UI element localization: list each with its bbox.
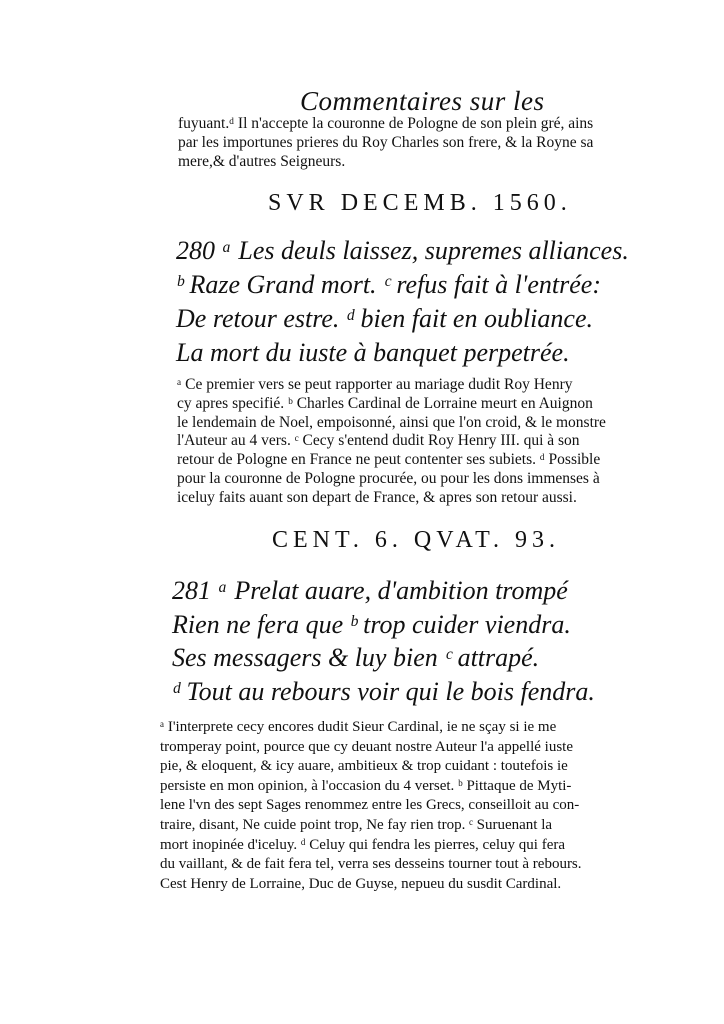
intro-line: mere,& d'autres Seigneurs. xyxy=(178,152,346,170)
verse-line: Rien ne fera que ᵇ trop cuider viendra. xyxy=(172,609,571,639)
section-heading-decemb-1560: SVR DECEMB. 1560. xyxy=(268,190,572,216)
commentary-line: pour la couronne de Pologne procurée, ou pour les dons immenses à xyxy=(177,469,600,487)
section-heading-cent-6-quat-93: CENT. 6. QVAT. 93. xyxy=(272,527,560,553)
verse-line: ᵈ Tout au rebours voir qui le bois fendra. xyxy=(172,676,595,706)
verse-line: 280 ᵃ Les deuls laissez, supremes alliances. xyxy=(176,236,629,265)
intro-line: par les importunes prieres du Roy Charles son frere, & la Royne sa xyxy=(178,133,594,151)
commentary-line: retour de Pologne en France ne peut contenter ses subiets. ᵈ Possible xyxy=(177,451,601,469)
verse-line: ᵇ Raze Grand mort. ᶜ refus fait à l'entrée: xyxy=(176,270,601,299)
commentary-line: cy apres specifié. ᵇ Charles Cardinal de Lorraine meurt en Auignon xyxy=(177,394,593,412)
commentary-line: l'Auteur au 4 vers. ᶜ Cecy s'entend dudit Roy Henry III. qui à son xyxy=(177,432,580,450)
commentary-line: ᵃ Ce premier vers se peut rapporter au mariage dudit Roy Henry xyxy=(177,376,573,393)
commentary-280 xyxy=(177,376,606,508)
running-head: Commentaires sur les xyxy=(300,86,545,116)
verse-line: Ses messagers & luy bien ᶜ attrapé. xyxy=(172,643,540,672)
intro-line: fuyuant.ᵈ Il n'accepte la couronne de Pologne de son plein gré, ains xyxy=(178,115,594,132)
commentary-line: persiste en mon opinion, à l'occasion du 4 verset. ᵇ Pittaque de Myti- xyxy=(160,777,572,794)
commentary-line: iceluy faits auant son depart de France, & apres son retour aussi. xyxy=(177,488,577,506)
commentary-line: Cest Henry de Lorraine, Duc de Guyse, nepueu du susdit Cardinal. xyxy=(160,875,562,892)
commentary-line: ᵃ I'interprete cecy encores dudit Sieur Cardinal, ie ne sçay si ie me xyxy=(160,719,557,735)
commentary-line: traire, disant, Ne cuide point trop, Ne fay rien trop. ᶜ Suruenant la xyxy=(160,816,553,833)
commentary-line: pie, & eloquent, & icy auare, ambitieux & trop cuidant : toutefois ie xyxy=(160,758,568,775)
commentary-281 xyxy=(160,718,582,894)
verse-line: La mort du iuste à banquet perpetrée. xyxy=(176,338,570,367)
commentary-line: tromperay point, pource que cy deuant nostre Auteur l'a appellé iuste xyxy=(160,738,573,755)
quatrain-280 xyxy=(176,234,629,370)
commentary-line: mort inopinée d'iceluy. ᵈ Celuy qui fendra les pierres, celuy qui fera xyxy=(160,836,566,853)
verse-line: 281 ᵃ Prelat auare, d'ambition trompé xyxy=(172,576,568,605)
intro-paragraph xyxy=(178,115,593,171)
commentary-line: lene l'vn des sept Sages renommez entre les Grecs, conseilloit au con- xyxy=(160,797,580,814)
commentary-line: du vaillant, & de fait fera tel, verra ses desseins tourner tout à rebours. xyxy=(160,856,582,873)
verse-line: De retour estre. ᵈ bien fait en oubliance. xyxy=(176,304,593,333)
commentary-line: le lendemain de Noel, empoisonné, ainsi que l'on croid, & le monstre xyxy=(177,413,606,431)
quatrain-281 xyxy=(172,574,595,708)
